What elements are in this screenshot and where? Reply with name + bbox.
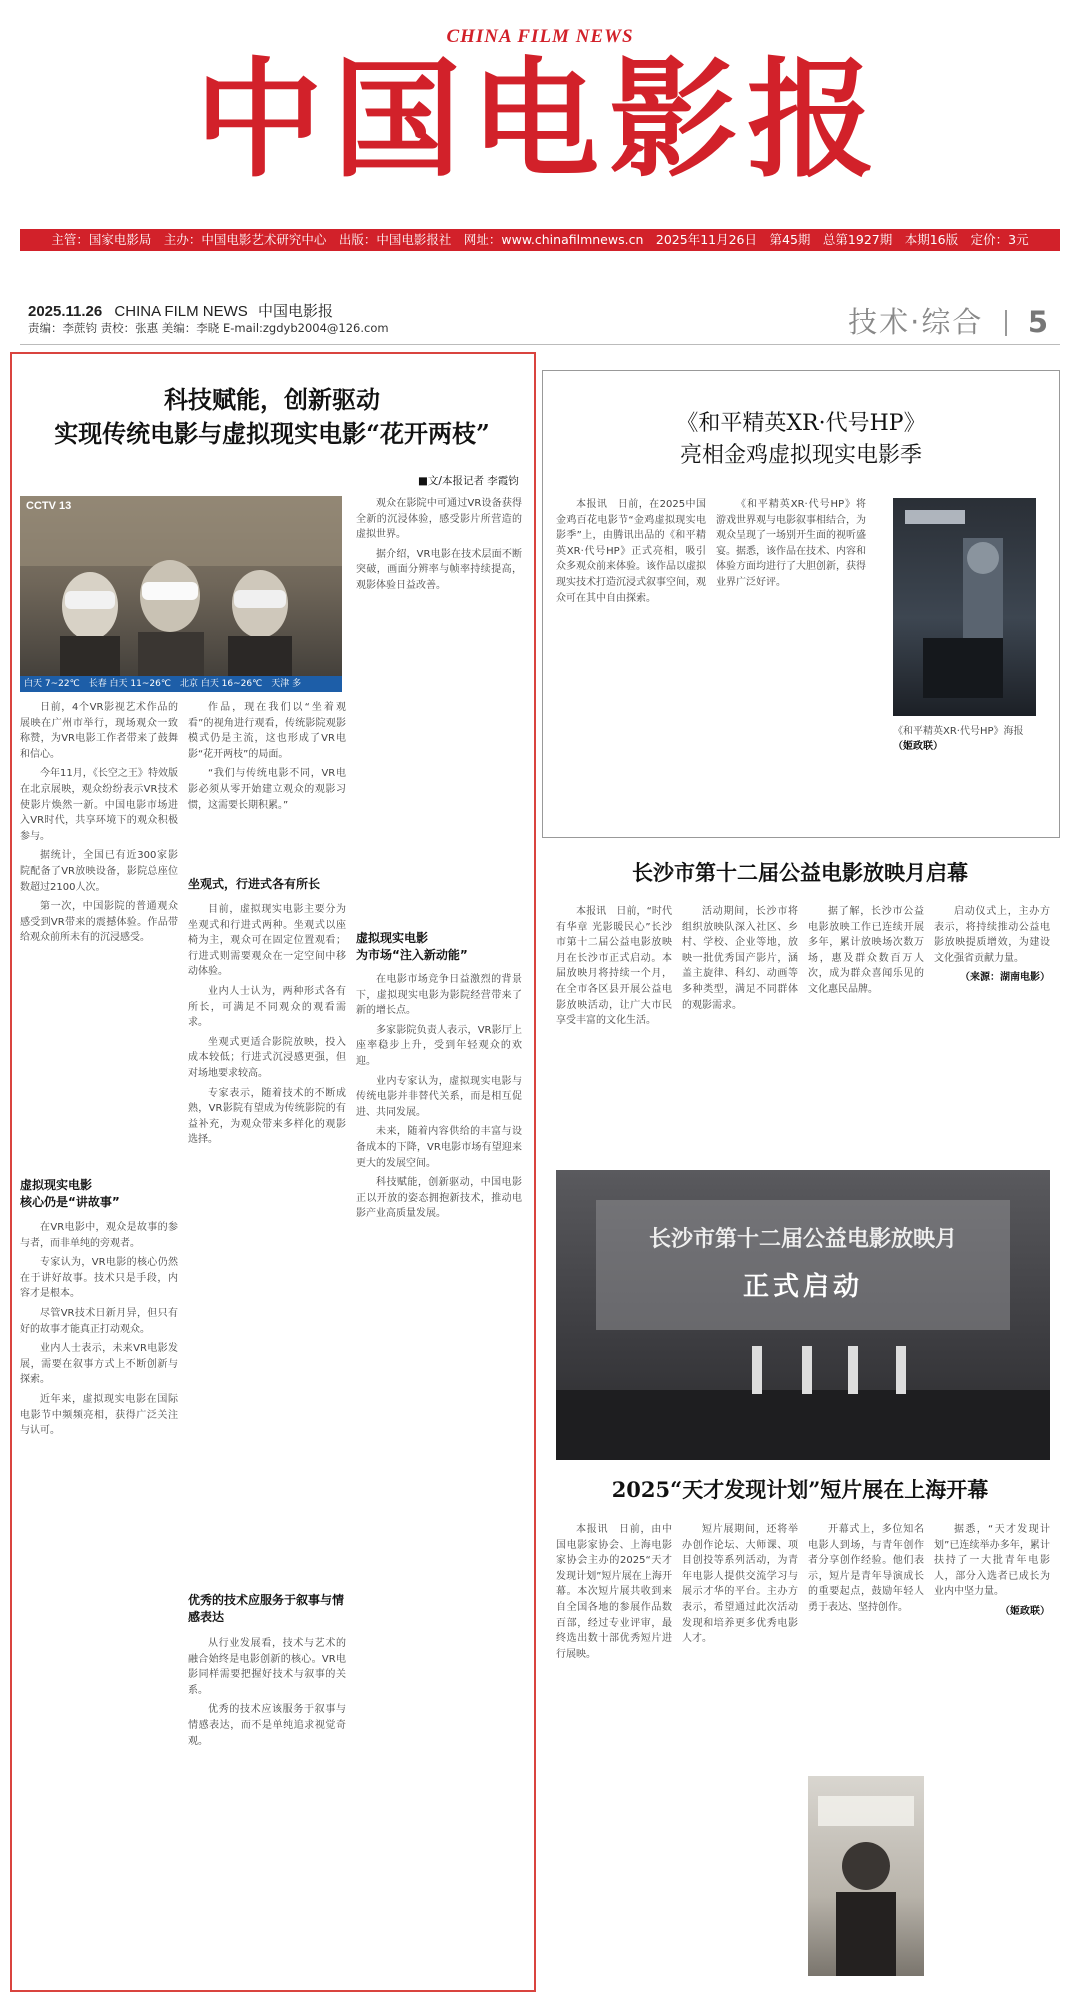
- a1-c3b-p1: 在电影市场竞争日益激烈的背景下，虚拟现实电影为影院经营带来了新的增长点。: [356, 974, 522, 1017]
- section-divider: [1005, 310, 1007, 336]
- vr-audience-image: [20, 496, 342, 692]
- a1-c3b-p3: 业内专家认为，虚拟现实电影与传统电影并非替代关系，而是相互促进、共同发展。: [356, 1075, 522, 1118]
- page-credits: 责编：李蔗钧 责校：张惠 美编：李晓 E-mail:zgdyb2004@126.com: [28, 321, 389, 335]
- a1-c3b-p4: 未来，随着内容供给的丰富与设备成本的下降，VR电影市场有望迎来更大的发展空间。: [356, 1126, 522, 1169]
- a1-c2b-p1: 目前，虚拟现实电影主要分为坐观式和行进式两种。坐观式以座椅为主，观众可在固定位置观看；行进式则需要观众在一定空间中移动体验。: [188, 904, 346, 978]
- a4-c3-p1: 开幕式上，多位知名电影人到场，与青年创作者分享创作经验。他们表示，短片是青年导演成长的重要起点，鼓励年轻人勇于表达、坚持创作。: [808, 1524, 924, 1613]
- page-header: [20, 300, 1060, 338]
- header-rule: [20, 344, 1060, 345]
- a1-sub4-line2: 为市场“注入新动能”: [356, 948, 468, 962]
- article1-title-line1: 科技赋能，创新驱动: [164, 385, 380, 414]
- a1-c1b-p4: 业内人士表示，未来VR电影发展，需要在叙事方式上不断创新与探索。: [20, 1343, 178, 1386]
- masthead: [0, 0, 1080, 254]
- game-poster-image: [893, 498, 1036, 716]
- article1-subheading3: 优秀的技术应服务于叙事与情感表达: [188, 1593, 345, 1624]
- a3-source: （来源：湖南电影）: [960, 972, 1050, 984]
- article3-column2: [682, 904, 798, 1164]
- a3-c1-p1: 本报讯 日前，“时代有华章 光影暖民心”长沙市第十二届公益电影放映月在长沙市正式启动。本届放映月将持续一个月，在全市各区县开展公益电影放映活动，让广大市民享受丰富的文化生活。: [556, 906, 672, 1027]
- article2-caption: [893, 724, 1043, 754]
- a4-source: （姬政联）: [1000, 1605, 1050, 1617]
- a3-c3-p1: 据了解，长沙市公益电影放映工作已连续开展多年，累计放映场次数万场，惠及群众数百万人次，成为群众喜闻乐见的文化惠民品牌。: [808, 906, 924, 995]
- article4-column2: [682, 1522, 798, 1912]
- photo-banner: 长沙市第十二届公益电影放映月: [648, 1227, 957, 1252]
- article1-subheading1: [20, 1177, 178, 1211]
- a1-c1b-p5: 近年来，虚拟现实电影在国际电影节中频频亮相，获得广泛关注与认可。: [20, 1393, 178, 1437]
- article1-subheading2: 坐观式，行进式各有所长: [188, 877, 321, 891]
- article1-column2c: [188, 1636, 346, 1980]
- article3-column1: [556, 904, 672, 1164]
- article2-title: [544, 408, 1058, 472]
- article3-photo: [556, 1170, 1050, 1460]
- a4-c4-p1: 据悉，“天才发现计划”已连续举办多年，累计扶持了一大批青年电影人，部分入选者已成长为业内中坚力量。: [934, 1524, 1050, 1598]
- article1-column1: [20, 700, 178, 1175]
- article2-column1: [556, 497, 706, 827]
- a2-source: （姬政联）: [893, 741, 943, 752]
- a1-c2c-p1: 从行业发展看，技术与艺术的融合始终是电影创新的核心。VR电影同样需要把握好技术与叙事的关系。: [188, 1638, 346, 1696]
- article1-byline: ■文/本报记者 李霞钧: [418, 475, 519, 487]
- article1-column2b: [188, 902, 346, 1582]
- article1-title-line2: 实现传统电影与虚拟现实电影“花开两枝”: [54, 419, 490, 448]
- a1-c1b-p2: 专家认为，VR电影的核心仍然在于讲好故事。技术只是手段，内容才是根本。: [20, 1257, 178, 1300]
- article2-title-line1: 《和平精英XR·代号HP》: [676, 411, 926, 436]
- a1-sub4-line1: 虚拟现实电影: [356, 931, 429, 945]
- article4-column3: [808, 1522, 924, 1772]
- article2-column2: [716, 497, 866, 827]
- a1-c1-p2: 今年11月，《长空之王》特效版在北京展映，观众纷纷表示VR技术使影片焕然一新。中国电影市场进入VR时代，共享环境下的观众积极参与。: [20, 768, 178, 842]
- a1-c1-p1: 日前，4个VR影视艺术作品的展映在广州市举行，现场观众一致称赞，为VR电影工作者带来了鼓舞和信心。: [20, 702, 178, 760]
- a1-c2b-p4: 专家表示，随着技术的不断成熟，VR影院有望成为传统影院的有益补充，为观众带来多样化的观影选择。: [188, 1087, 346, 1146]
- article1-column1b: [20, 1220, 178, 1980]
- a1-c3b-p5: 科技赋能，创新驱动，中国电影正以开放的姿态拥抱新技术，推动电影产业高质量发展。: [356, 1177, 522, 1220]
- a1-c2c-p2: 优秀的技术应该服务于叙事与情感表达，而不是单纯追求视觉奇观。: [188, 1704, 346, 1747]
- article3-column3: [808, 904, 924, 1164]
- a2-c2-p1: 《和平精英XR·代号HP》将游戏世界观与电影叙事相结合，为观众呈现了一场别开生面的视听盛宴。据悉，该作品在技术、内容和体验方面均进行了大胆创新，获得业界广泛好评。: [716, 499, 866, 588]
- photo-subtitle: 正式启动: [742, 1272, 863, 1302]
- article3-title: 长沙市第十二届公益电影放映月启幕: [632, 860, 968, 885]
- a1-c1b-p3: 尽管VR技术日新月异，但只有好的故事才能真正打动观众。: [20, 1307, 178, 1335]
- section-title: [848, 300, 1050, 341]
- a1-c2-p2: “我们与传统电影不同，VR电影必须从零开始建立观众的观影习惯，这需要长期积累。”: [188, 768, 346, 811]
- paper-chinese: 中国电影报: [257, 303, 333, 320]
- section-name: 技术·综合: [848, 305, 984, 339]
- a1-sub1-line1: 虚拟现实电影: [20, 1178, 93, 1192]
- article1-title: [12, 383, 532, 451]
- weather-strip: 白天 7~22℃ 长春 白天 11~26℃ 北京 白天 16~26℃ 天津 多: [20, 676, 342, 692]
- article3-column4: [934, 904, 1050, 1144]
- article2-poster: [893, 498, 1036, 716]
- a1-c2b-p3: 坐观式更适合影院放映，投入成本较低；行进式沉浸感更强，但对场地要求较高。: [188, 1036, 346, 1079]
- a3-c2-p1: 活动期间，长沙市将组织放映队深入社区、乡村、学校、企业等地，放映一批优秀国产影片，涵盖主旋律、科幻、动画等多种类型，满足不同群体的观影需求。: [682, 906, 798, 1011]
- page-date: [28, 300, 333, 321]
- article4-photo: [808, 1776, 924, 1976]
- article1-column2: [188, 700, 346, 870]
- article4-title: 2025“天才发现计划”短片展在上海开幕: [611, 1477, 989, 1502]
- a4-c1-p1: 本报讯 日前，由中国电影家协会、上海电影家协会主办的2025“天才发现计划”短片展在上海开幕。本次短片展共收到来自全国各地的参展作品数百部，经过专业评审，最终选出数十部优秀短片进行展映。: [556, 1524, 672, 1660]
- a2-caption-text: 《和平精英XR·代号HP》海报: [893, 726, 1024, 737]
- date-text: 2025.11.26: [28, 303, 103, 320]
- page-number: 5: [1027, 305, 1050, 339]
- article1-column3b: [356, 972, 522, 1980]
- a1-sub1-line2: 核心仍是“讲故事”: [20, 1195, 120, 1209]
- a1-c2-p1: 作品，现在我们以“坐着观看”的视角进行观看，传统影院观影模式仍是主流，这也形成了VR电影“花开两枝”的局面。: [188, 702, 346, 760]
- article1-subheading4: [356, 930, 522, 964]
- a1-c3-p1: 观众在影院中可通过VR设备获得全新的沉浸体验，感受影片所营造的虚拟世界。: [356, 498, 522, 541]
- a4-c2-p1: 短片展期间，还将举办创作论坛、大师课、项目创投等系列活动，为青年电影人提供交流学习与展示才华的平台。主办方表示，希望通过此次活动发现和培养更多优秀电影人才。: [682, 1524, 798, 1645]
- a1-c3b-p2: 多家影院负责人表示，VR影厅上座率稳步上升，受到年轻观众的欢迎。: [356, 1024, 522, 1067]
- a2-c1-p1: 本报讯 日前，在2025中国金鸡百花电影节“金鸡虚拟现实电影季”上，由腾讯出品的《和平精英XR·代号HP》正式亮相，吸引众多观众前来体验。该作品以虚拟现实技术打造沉浸式叙事空间，观众可在其中自由探索。: [556, 499, 706, 604]
- a3-c4-p1: 启动仪式上，主办方表示，将持续推动公益电影放映提质增效，为建设文化强省贡献力量。: [934, 906, 1050, 964]
- article4-column4: [934, 1522, 1050, 1982]
- tv-channel-logo: CCTV 13: [26, 500, 72, 512]
- masthead-info-bar: 主管：国家电影局 主办：中国电影艺术研究中心 出版：中国电影报社 网址：www.chinafilmnews.cn 2025年11月26日 第45期 总第1927期 本期16版 定价：3元: [20, 229, 1060, 251]
- masthead-chinese-title: 中国电影报: [194, 45, 885, 195]
- speaker-image: [808, 1776, 924, 1976]
- a1-c2b-p2: 业内人士认为，两种形式各有所长，可满足不同观众的观看需求。: [188, 985, 346, 1029]
- article2-title-line2: 亮相金鸡虚拟现实电影季: [679, 443, 922, 468]
- masthead-english-title: CHINA FILM NEWS: [446, 26, 634, 47]
- article4-column1: [556, 1522, 672, 1912]
- paper-english: CHINA FILM NEWS: [114, 303, 248, 320]
- a1-c3-p2: 据介绍，VR电影在技术层面不断突破，画面分辨率与帧率持续提高，观影体验日益改善。: [356, 548, 522, 591]
- a1-c1b-p1: 在VR电影中，观众是故事的参与者，而非单纯的旁观者。: [20, 1222, 178, 1249]
- a1-c1-p4: 第一次，中国影院的普通观众感受到VR带来的震撼体验。作品带给观众前所未有的沉浸感受。: [20, 901, 178, 944]
- launch-ceremony-image: [556, 1170, 1050, 1460]
- a1-c1-p3: 据统计，全国已有近300家影院配备了VR放映设备，影院总座位数超过2100人次。: [20, 850, 178, 893]
- article1-photo: [20, 496, 342, 692]
- article1-column3: [356, 496, 522, 926]
